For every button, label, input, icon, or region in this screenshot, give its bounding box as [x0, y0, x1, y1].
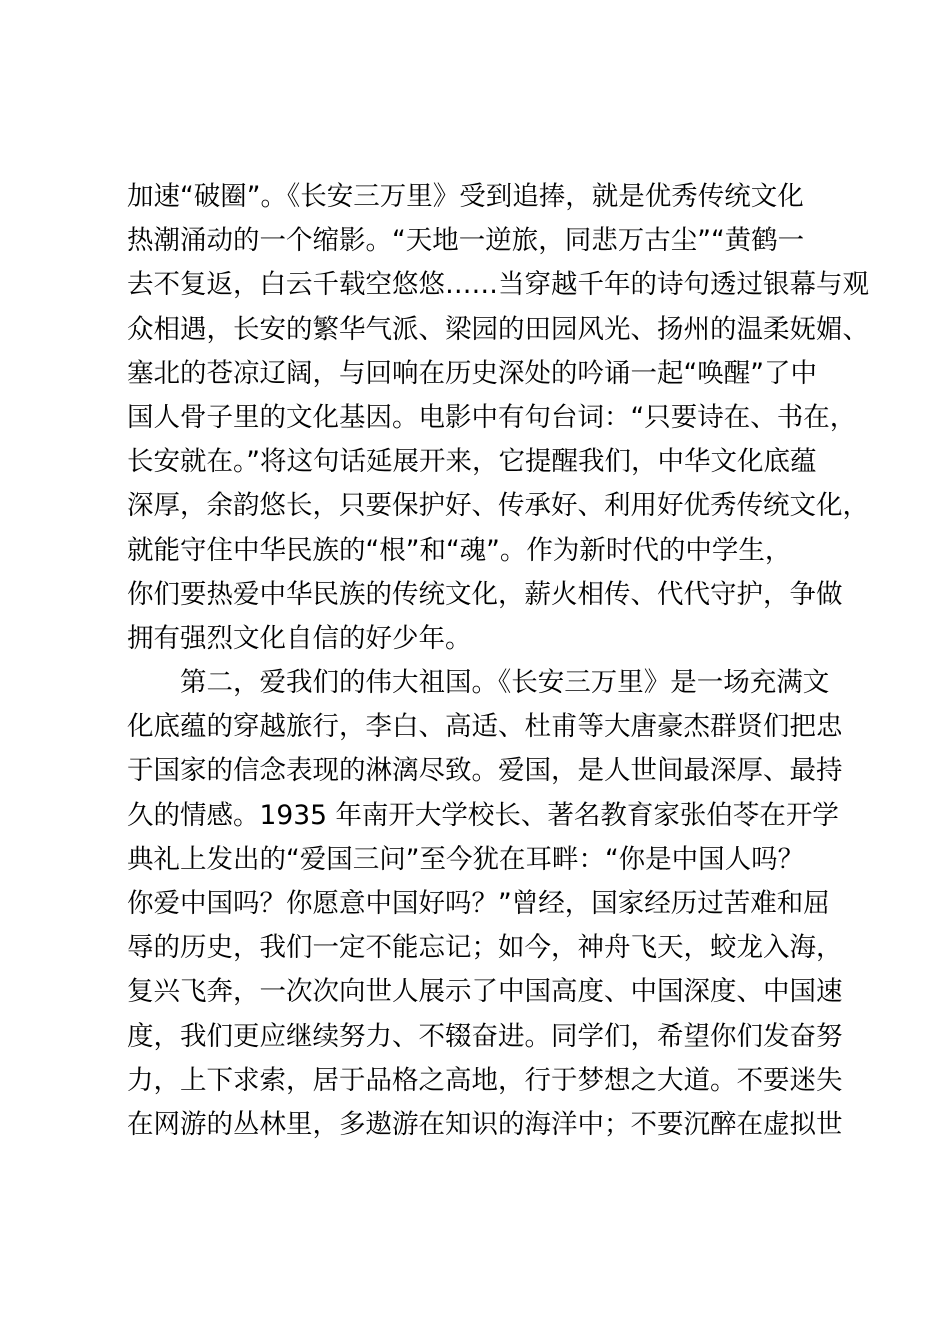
paragraph-2	[127, 661, 862, 1147]
document-body	[127, 175, 869, 1147]
text-line: 你爱中国吗？你愿意中国好吗？”曾经，国家经历过苦难和屈	[127, 888, 830, 919]
text-line: 典礼上发出的“爱国三问”至今犹在耳畔：“你是中国人吗？	[127, 843, 805, 875]
text-line: 力，上下求索，居于品格之高地，行于梦想之大道。不要迷失	[127, 1064, 843, 1096]
text-line: 化底蕴的穿越旅行，李白、高适、杜甫等大唐豪杰群贤们把忠	[127, 711, 843, 743]
text-line: 长安就在。”将这句话延展开来，它提醒我们，中华文化底蕴	[127, 446, 817, 478]
text-line: 久的情感。1935 年南开大学校长、著名教育家张伯苓在开学	[127, 799, 839, 831]
text-line: 就能守住中华民族的“根”和“魂”。作为新时代的中学生，	[127, 534, 792, 566]
text-line: 塞北的苍凉辽阔，与回响在历史深处的吟诵一起“唤醒”了中	[127, 357, 817, 389]
text-line: 国人骨子里的文化基因。电影中有句台词：“只要诗在、书在，	[127, 401, 857, 433]
text-line: 在网游的丛林里，多遨游在知识的海洋中；不要沉醉在虚拟世	[127, 1108, 843, 1140]
text-line: 复兴飞奔，一次次向世人展示了中国高度、中国深度、中国速	[127, 976, 843, 1008]
text-line: 加速“破圈”。《长安三万里》受到追捧，就是优秀传统文化	[127, 181, 804, 212]
text-line: 深厚，余韵悠长，只要保护好、传承好、利用好优秀传统文化，	[127, 490, 869, 522]
text-line: 第二，爱我们的伟大祖国。《长安三万里》是一场充满文	[180, 667, 830, 699]
text-line: 你们要热爱中华民族的传统文化，薪火相传、代代守护，争做	[127, 578, 843, 610]
paragraph-1	[127, 175, 869, 661]
text-line: 热潮涌动的一个缩影。“天地一逆旅，同悲万古尘”“黄鹤一	[127, 225, 805, 257]
text-line: 度，我们更应继续努力、不辍奋进。同学们，希望你们发奋努	[127, 1020, 843, 1052]
text-line: 于国家的信念表现的淋漓尽致。爱国，是人世间最深厚、最持	[127, 755, 843, 787]
text-line: 辱的历史，我们一定不能忘记；如今，神舟飞天，蛟龙入海，	[127, 932, 843, 964]
text-line: 去不复返，白云千载空悠悠……当穿越千年的诗句透过银幕与观	[127, 269, 869, 301]
text-line: 众相遇，长安的繁华气派、梁园的田园风光、扬州的温柔妩媚、	[127, 313, 869, 345]
text-line: 拥有强烈文化自信的好少年。	[127, 622, 472, 654]
